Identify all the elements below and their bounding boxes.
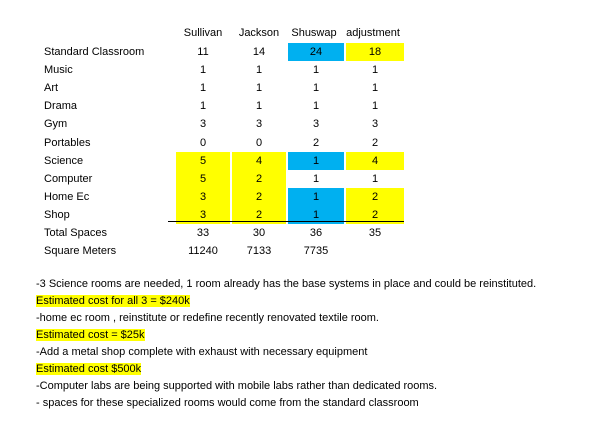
table-cell-shuswap: 36 [309, 227, 323, 239]
note-text: Estimated cost = $25k [36, 329, 145, 341]
table-cell-jackson: 1 [255, 100, 263, 113]
row-label: Computer [44, 172, 93, 185]
table-cell-sullivan: 1 [199, 82, 207, 95]
column-header-shuswap: Shuswap [291, 27, 337, 39]
row-label: Total Spaces [44, 227, 107, 239]
table-cell-jackson: 1 [255, 64, 263, 77]
table-cell-adjustment: 18 [346, 43, 404, 61]
table-cell-sullivan: 1 [199, 100, 207, 113]
table-cell-jackson: 3 [255, 118, 263, 131]
row-label: Science [44, 154, 84, 167]
table-cell-sullivan: 11240 [188, 245, 218, 258]
note-line [36, 344, 596, 361]
table-cell-adjustment: 1 [371, 64, 379, 77]
note-text: -Add a metal shop complete with exhaust with necessary equipment [36, 346, 368, 358]
table-cell-shuswap: 1 [312, 100, 320, 113]
table-cell-sullivan: 5 [176, 152, 230, 170]
table-cell-sullivan: 3 [176, 206, 230, 224]
table-cell-sullivan: 0 [199, 136, 207, 149]
row-label: Portables [44, 136, 91, 149]
row-label: Music [44, 64, 73, 77]
table-cell-jackson: 2 [232, 188, 286, 206]
table-cell-jackson: 2 [232, 170, 286, 188]
table-cell-jackson: 0 [255, 136, 263, 149]
note-text: Estimated cost $500k [36, 363, 142, 375]
table-cell-adjustment: 2 [346, 206, 404, 224]
table-cell-sullivan: 1 [199, 64, 207, 77]
table-cell-shuswap: 1 [288, 188, 344, 206]
cost-estimate-line [36, 361, 596, 378]
table-cell-shuswap: 1 [288, 152, 344, 170]
table-cell-jackson: 7133 [246, 245, 272, 258]
table-cell-sullivan: 33 [196, 227, 210, 239]
table-cell-jackson: 2 [232, 206, 286, 224]
row-label: Standard Classroom [44, 46, 145, 58]
cost-estimate-line [36, 293, 596, 310]
table-cell-jackson: 4 [232, 152, 286, 170]
table-cell-shuswap: 1 [312, 172, 320, 185]
table-cell-adjustment: 35 [368, 227, 382, 239]
table-cell-adjustment: 1 [371, 82, 379, 95]
note-text: - spaces for these specialized rooms would come from the standard classroom [36, 397, 419, 409]
table-cell-shuswap: 3 [312, 118, 320, 131]
table-cell-adjustment: 1 [371, 172, 379, 185]
note-text: -3 Science rooms are needed, 1 room already has the base systems in place and could be reinstituted. [36, 278, 537, 290]
table-cell-sullivan: 3 [176, 188, 230, 206]
cost-estimate-line [36, 327, 596, 344]
table-cell-shuswap: 2 [312, 136, 320, 149]
row-label: Gym [44, 118, 68, 131]
note-text: -Computer labs are being supported with mobile labs rather than dedicated rooms. [36, 380, 438, 392]
table-cell-jackson: 30 [252, 227, 266, 239]
note-text: -home ec room , reinstitute or redefine recently renovated textile room. [36, 312, 379, 324]
table-cell-shuswap: 24 [288, 43, 344, 61]
row-label: Drama [44, 100, 78, 113]
notes-section [36, 276, 596, 412]
table-cell-sullivan: 3 [199, 118, 207, 131]
table-cell-adjustment: 2 [346, 188, 404, 206]
column-header-jackson: Jackson [238, 27, 280, 39]
row-label: Shop [44, 208, 70, 221]
table-cell-shuswap: 1 [312, 64, 320, 77]
note-line [36, 310, 596, 327]
table-cell-adjustment: 4 [346, 152, 404, 170]
table-cell-shuswap: 1 [288, 206, 344, 224]
table-cell-adjustment: 2 [371, 136, 379, 149]
column-header-adjustment: adjustment [346, 27, 400, 39]
table-cell-sullivan: 11 [197, 46, 209, 58]
note-line [36, 378, 596, 395]
row-label: Home Ec [44, 190, 90, 203]
table-cell-shuswap: 7735 [303, 245, 329, 258]
note-text: Estimated cost for all 3 = $240k [36, 295, 190, 307]
row-label: Square Meters [44, 245, 117, 258]
row-label: Art [44, 82, 59, 95]
table-cell-adjustment: 1 [371, 100, 379, 113]
table-cell-sullivan: 5 [176, 170, 230, 188]
column-header-sullivan: Sullivan [183, 27, 223, 39]
table-cell-adjustment: 3 [371, 118, 379, 131]
table-cell-shuswap: 1 [312, 82, 320, 95]
note-line [36, 276, 596, 293]
table-cell-jackson: 14 [252, 46, 266, 58]
table-cell-adjustment [346, 242, 404, 260]
table-cell-jackson: 1 [255, 82, 263, 95]
note-line [36, 395, 596, 412]
totals-divider [168, 221, 404, 222]
